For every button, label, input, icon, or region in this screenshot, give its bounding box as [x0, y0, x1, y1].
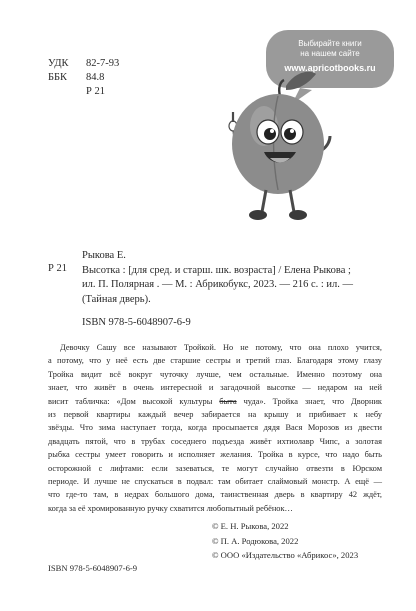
apricot-mascot-icon	[212, 40, 342, 230]
biblio-line: Высотка : [для сред. и старш. шк. возраста] / Елена Рыкова ;	[82, 264, 351, 276]
author-mark-top: Р 21	[86, 86, 105, 97]
biblio-line: Рыкова Е.	[82, 250, 126, 261]
udk-row	[48, 58, 119, 70]
annotation-line: рыбка сестры умеет говорить и исполняет желания. Тройка в курсе, что надо быть	[48, 450, 382, 460]
annotation-line: осторожной с лифтами: если зазеваться, те могут случайно отвезти в Юрском	[48, 463, 382, 473]
isbn-footer: ISBN 978-5-6048907-6-9	[48, 563, 138, 573]
annotation-line: когда за её хромированную ручку схватится любопытный ребёнок…	[48, 503, 293, 513]
isbn-catalog: ISBN 978-5-6048907-6-9	[82, 317, 191, 328]
bibliographic-record	[82, 249, 382, 307]
bbk-label: ББК	[48, 72, 68, 83]
biblio-line: (Тайная дверь).	[82, 293, 151, 305]
annotation-line: звёзды. Что зима наступает тогда, когда просыпается дядя Вася Морозов из двести	[48, 423, 382, 433]
annotation-line: а потому, что у неё есть две старшие сестры и третий глаз. Благодаря этому глазу	[48, 356, 382, 366]
annotation-text: чуда». Тройка знает, что Дворник	[236, 396, 382, 406]
bbk-row	[48, 72, 104, 84]
promo-line-1: Выбирайте книги	[298, 39, 362, 48]
annotation-paragraph	[48, 341, 382, 515]
annotation-line: периоде. И лучше не спускаться в подвал: там обитает слаймовый монстр. А ещё —	[48, 477, 382, 487]
annotation-line: Девочку Сашу все называют Тройкой. Но не потому, что она плохо учится,	[60, 343, 382, 352]
promo-line-2: на нашем сайте	[300, 49, 360, 58]
copyright-block	[212, 519, 358, 563]
udk-value: 82-7-93	[86, 58, 120, 69]
copyright-illustrator: © П. А. Родюкова, 2022	[212, 535, 299, 546]
udk-label: УДК	[48, 58, 69, 69]
bbk-value: 84.8	[86, 72, 105, 83]
copyright-publisher: © ООО «Издательство «Абрикос», 2023	[212, 550, 359, 560]
copyright-author: © Е. Н. Рыкова, 2022	[212, 521, 289, 531]
author-mark: Р 21	[48, 263, 67, 274]
annotation-line: двадцать пятой, что в трубах соседнего подъезда живёт ихтиолавр Чипс, а золотая	[48, 436, 382, 446]
annotation-line: Тройка видит всё вокруг чуточку лучше, чем остальные. Именно поэтому она	[48, 369, 382, 379]
biblio-line: ил. П. Полярная . — М. : Абрикобукс, 2023. — 216 с. : ил. —	[82, 279, 354, 290]
promo-site-link[interactable]: www.apricotbooks.ru	[284, 63, 376, 73]
annotation-line: из первой квартиры каждый вечер забирается на крышу и прибивает к небу	[48, 410, 382, 420]
annotation-line: знает, что живёт в очень интересной и загадочной высотке — недаром на ней	[48, 383, 382, 393]
annotation-text: висит табличка: «Дом высокой культуры	[48, 396, 220, 406]
annotation-line	[48, 395, 382, 408]
struck-word: быта	[219, 396, 237, 406]
annotation-line: что где-то там, в недрах большого дома, таинственная дверь в квартиру 42 ждёт,	[48, 490, 382, 500]
